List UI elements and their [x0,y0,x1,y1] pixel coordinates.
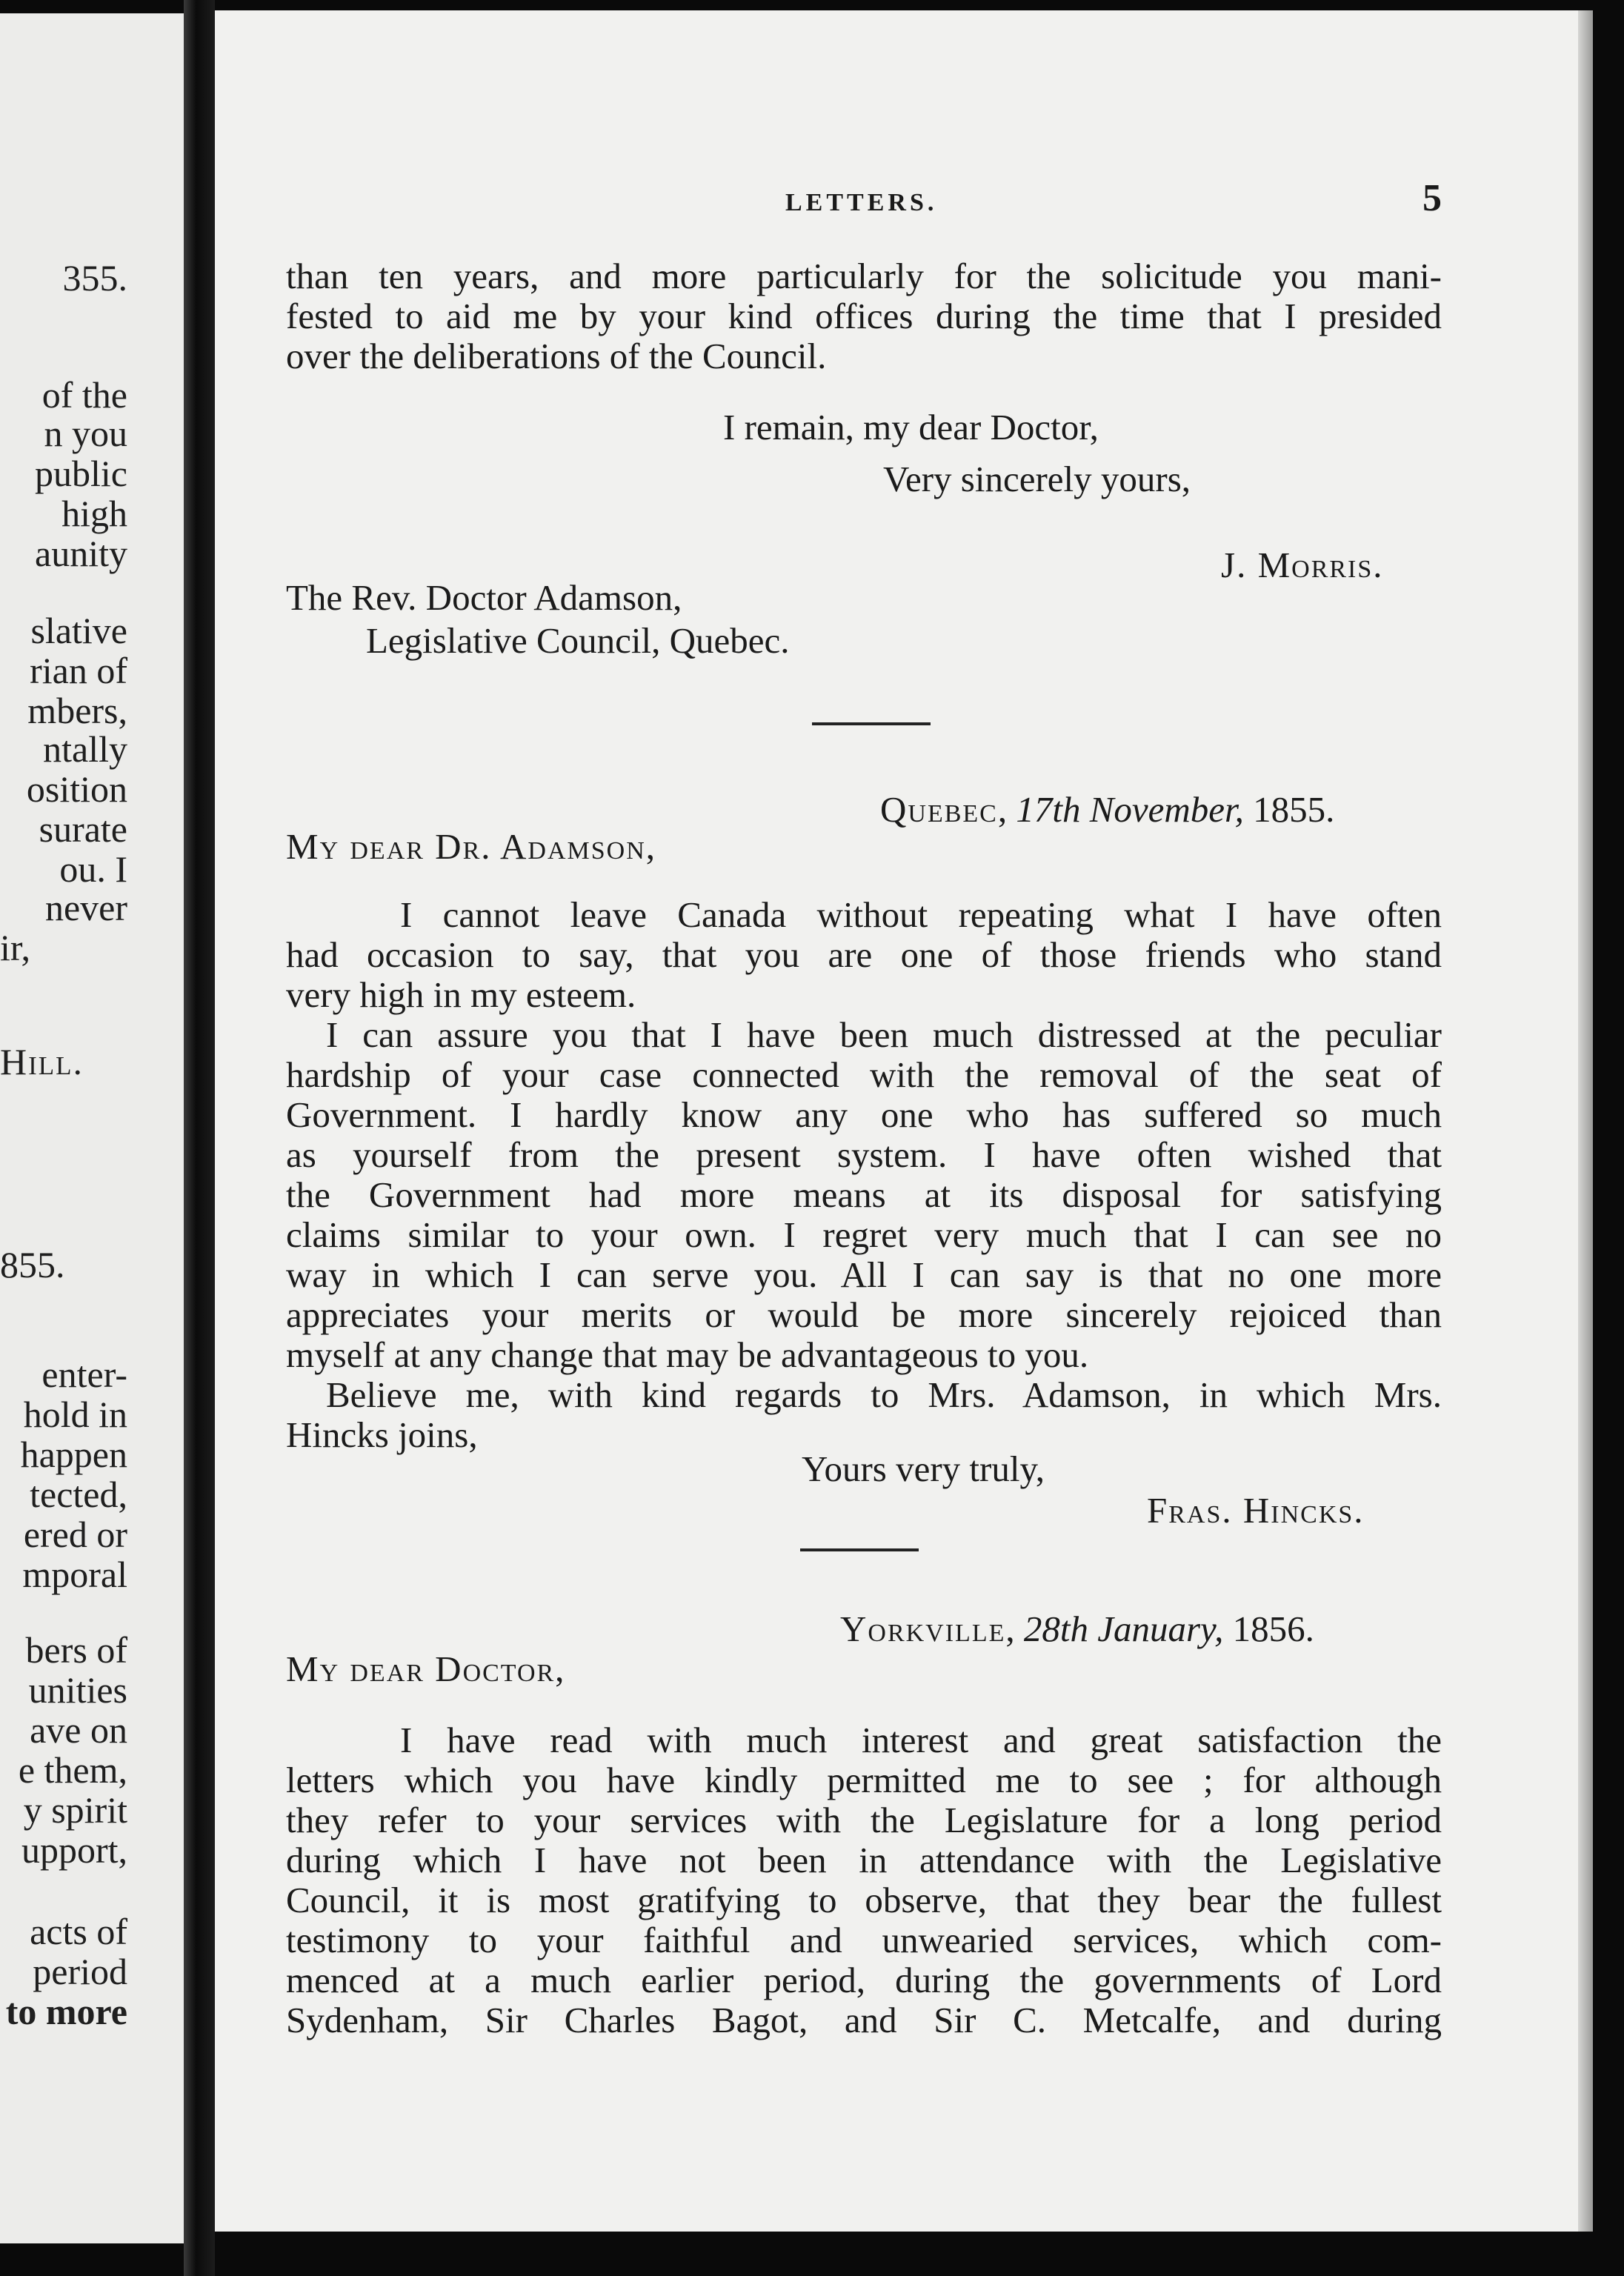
dateline-date: 28th January, [1023,1608,1224,1649]
facing-line: slative [30,610,127,651]
body-line: claims similar to your own. I regret very much that I can see no [286,1214,1442,1255]
closing-line: Yours very truly, [802,1448,1045,1489]
facing-line: hold in [23,1394,127,1435]
facing-line: unities [28,1669,127,1711]
facing-line: Hill. [0,1041,84,1082]
body-line: over the deliberations of the Council. [286,336,827,376]
book-gutter [184,0,215,2276]
salutation: My dear Doctor, [286,1648,566,1689]
dateline-place: Quebec [880,789,998,830]
body-line: myself at any change that may be advantageous to you. [286,1334,1089,1375]
facing-line: tected, [30,1474,127,1515]
facing-line: of the [41,374,127,416]
body-line: I cannot leave Canada without repeating what I have often [400,894,1442,935]
facing-line: n you [44,413,127,454]
salutation: My dear Dr. Adamson, [286,826,657,867]
body-line: than ten years, and more particularly for the solicitude you mani- [286,256,1442,296]
dateline-year: 1855. [1253,789,1335,830]
facing-page-fragment [0,13,184,2243]
body-line: menced at a much earlier period, during the governments of Lord [286,1960,1442,2000]
body-line: during which I have not been in attendance with the Legislative [286,1840,1442,1880]
facing-line: period [33,1951,127,1992]
facing-line: bers of [25,1629,127,1671]
section-divider [800,1548,919,1551]
page-number: 5 [1422,177,1442,219]
facing-line: ave on [30,1709,127,1751]
body-line: the Government had more means at its disposal for satisfying [286,1174,1442,1215]
facing-line: ntally [43,728,127,770]
body-line: hardship of your case connected with the removal of the seat of [286,1054,1442,1095]
address-line: The Rev. Doctor Adamson, [286,577,682,618]
signature: Fras. Hincks. [1147,1490,1365,1531]
dateline: Quebec, 17th November, 1855. [880,789,1335,830]
facing-line: mporal [22,1554,127,1595]
facing-line: y spirit [23,1789,127,1831]
facing-line: upport, [21,1829,127,1871]
facing-line: to more [5,1991,127,2032]
body-line: as yourself from the present system. I have often wished that [286,1134,1442,1175]
body-line: very high in my esteem. [286,974,636,1015]
facing-line: ered or [23,1514,127,1555]
facing-line: osition [26,768,127,810]
facing-line: public [35,453,127,494]
facing-line: high [61,493,127,534]
facing-line: e them, [18,1749,127,1791]
body-line: Believe me, with kind regards to Mrs. Adamson, in which Mrs. [326,1374,1442,1415]
dateline: Yorkville, 28th January, 1856. [840,1608,1314,1649]
facing-line: surate [39,808,127,850]
body-line: had occasion to say, that you are one of those friends who stand [286,934,1442,975]
facing-line: happen [20,1434,127,1475]
dateline-place: Yorkville [840,1608,1006,1649]
closing-line: I remain, my dear Doctor, [723,407,1099,447]
facing-line: ir, [0,927,31,968]
body-line: testimony to your faithful and unwearied services, which com- [286,1920,1442,1960]
body-line: they refer to your services with the Legislature for a long period [286,1800,1442,1840]
facing-line: enter- [41,1354,127,1395]
body-line: way in which I can serve you. All I can say is that no one more [286,1254,1442,1295]
body-line: letters which you have kindly permitted me to see ; for although [286,1760,1442,1800]
facing-line: 355. [62,257,127,299]
page-edge [1578,10,1593,2232]
facing-line: 855. [0,1244,65,1285]
facing-line: acts of [30,1911,127,1952]
facing-line: rian of [30,650,127,691]
closing-line: Very sincerely yours, [883,459,1191,499]
facing-line: mbers, [27,690,127,731]
signature: J. Morris. [1221,545,1384,585]
body-line: Hincks joins, [286,1414,478,1455]
facing-line: aunity [35,533,127,574]
dateline-year: 1856. [1232,1608,1314,1649]
address-line: Legislative Council, Quebec. [366,620,790,661]
body-line: fested to aid me by your kind offices during the time that I presided [286,296,1442,336]
body-line: I can assure you that I have been much distressed at the peculiar [326,1014,1442,1055]
dateline-date: 17th November, [1016,789,1244,830]
body-line: I have read with much interest and great satisfaction the [400,1720,1442,1760]
running-head: LETTERS. [785,189,938,216]
body-line: Government. I hardly know any one who has suffered so much [286,1094,1442,1135]
body-line: Sydenham, Sir Charles Bagot, and Sir C. Metcalfe, and during [286,2000,1442,2040]
facing-line: ou. I [59,848,127,890]
body-line: Council, it is most gratifying to observe, that they bear the fullest [286,1880,1442,1920]
body-line: appreciates your merits or would be more sincerely rejoiced than [286,1294,1442,1335]
section-divider [812,722,931,725]
facing-line: never [44,887,127,928]
